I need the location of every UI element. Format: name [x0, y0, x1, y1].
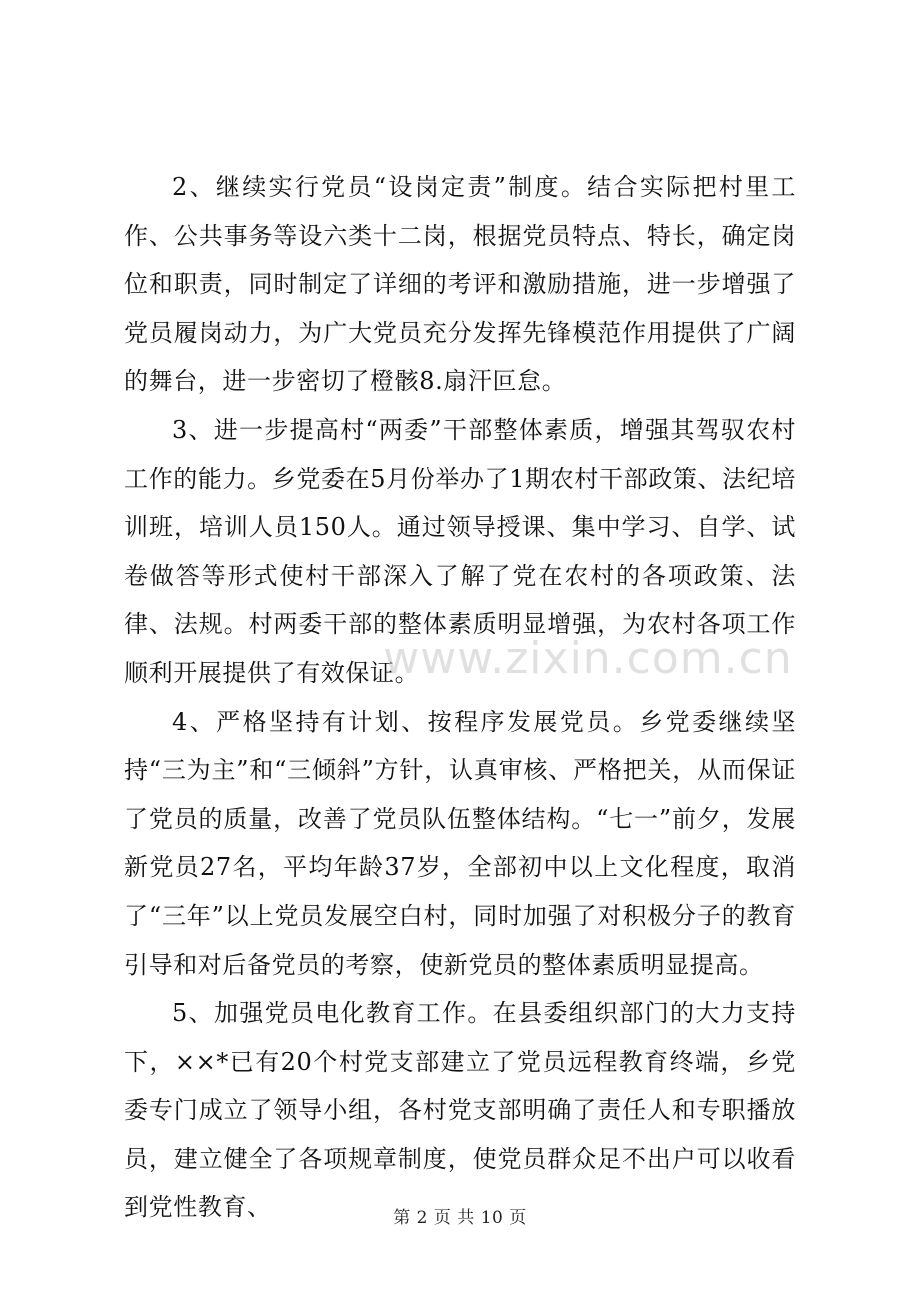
page-number-footer: 第 2 页 共 10 页: [393, 1208, 527, 1228]
watermark: www.zixin.com.cn: [383, 633, 793, 684]
paragraph-3: 3、进一步提高村“两委”干部整体素质，增强其驾驭农村工作的能力。乡党委在5月份举办了1期农村干部政策、法纪培训班，培训人员150人。通过领导授课、集中学习、自学、试卷做答等形式使村干部深入了解了党在农村的各项政策、法律、法规。村两委干部的整体素质明显增强，为农村各项工作顺利开展提供了有效保证。: [124, 415, 796, 687]
paragraph-5: 5、加强党员电化教育工作。在县委组织部门的大力支持下，××*已有20个村党支部建立了党员远程教育终端，乡党委专门成立了领导小组，各村党支部明确了责任人和专职播放员，建立健全了各项规章制度，使党员群众足不出户可以收看到党性教育、: [124, 999, 796, 1222]
document-body: [124, 163, 796, 1232]
paragraph-4: 4、严格坚持有计划、按程序发展党员。乡党委继续坚持“三为主”和“三倾斜”方针，认真审核、严格把关，从而保证了党员的质量，改善了党员队伍整体结构。“七一”前夕，发展新党员27名，平均年龄37岁，全部初中以上文化程度，取消了“三年”以上党员发展空白村，同时加强了对积极分子的教育引导和对后备党员的考察，使新党员的整体素质明显提高。: [124, 707, 796, 979]
paragraph-2: 2、继续实行党员“设岗定责”制度。结合实际把村里工作、公共事务等设六类十二岗，根据党员特点、特长，确定岗位和职责，同时制定了详细的考评和激励措施，进一步增强了党员履岗动力，为广大党员充分发挥先锋模范作用提供了广阔的舞台，进一步密切了橙骸8.扇汗叵怠。: [124, 173, 796, 396]
